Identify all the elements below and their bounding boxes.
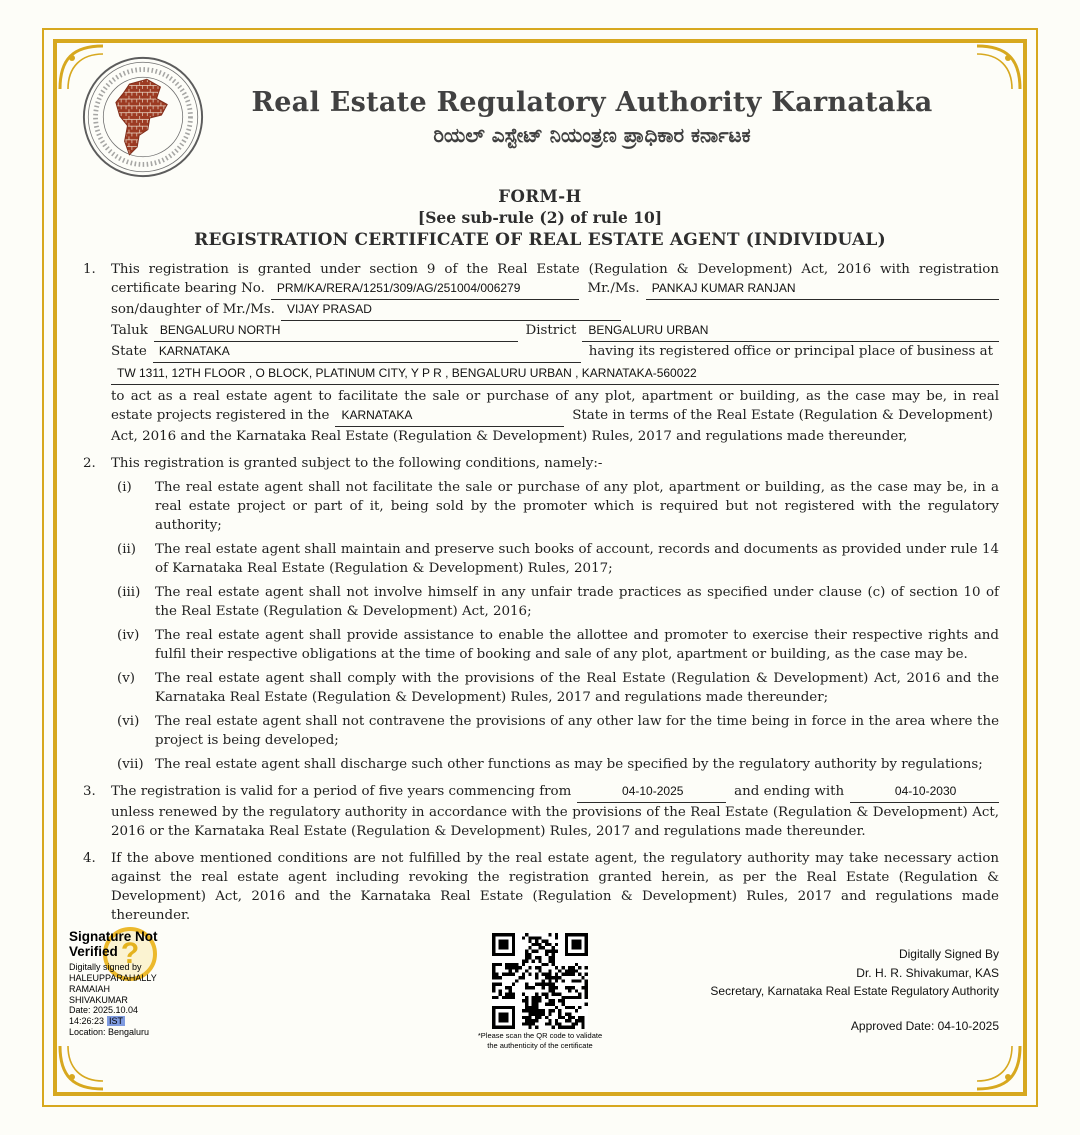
rera-karnataka-seal (81, 55, 205, 179)
conditions-list (111, 478, 999, 774)
clause-4 (81, 849, 999, 925)
clause-2-intro: This registration is granted subject to the following conditions, namely:- (111, 456, 603, 471)
condition-numeral: (v) (117, 671, 136, 686)
signature-detail-line: Digitally signed by (69, 962, 142, 973)
signature-detail-line: SHIVAKUMAR (69, 994, 128, 1005)
condition-numeral: (vii) (117, 757, 144, 772)
condition-text: The real estate agent shall maintain and preserve such books of account, records and documents as provided under rule 14 of Karnataka Real Estate (Regulation & Development) Rules, 2017; (155, 542, 999, 576)
certificate-body (81, 260, 999, 925)
clause-1-line-9: Act, 2016 and the Karnataka Real Estate (Regulation & Development) Rules, 2017 and regulations made thereunder, (111, 429, 908, 444)
qr-caption-line-2: the authenticity of the certificate (487, 1041, 593, 1051)
district-label: District (525, 323, 577, 338)
clause-1 (81, 260, 999, 446)
business-address-value: TW 1311, 12TH FLOOR , O BLOCK, PLATINUM CITY, Y P R , BENGALURU URBAN , KARNATAKA-560022 (111, 364, 999, 385)
registered-state-value: KARNATAKA (335, 406, 564, 427)
validity-to-label: and ending with (734, 784, 845, 799)
certificate-footer (69, 929, 999, 1055)
condition-text: The real estate agent shall comply with the provisions of the Real Estate (Regulation & Development) Act, 2016 and the Karnataka Real Estate (Regulation & Development) Rules, 2017 and regulations made thereunder; (155, 671, 999, 705)
form-number: FORM-H (498, 187, 582, 206)
registered-state-label: estate projects registered in the (111, 408, 330, 423)
condition-numeral: (iii) (117, 585, 141, 600)
condition-text: The real estate agent shall not involve himself in any unfair trade practices as specified under clause (c) of section 10 of the Real Estate (Regulation & Development) Act, 2016; (155, 585, 999, 619)
state-label: State (111, 344, 147, 359)
state-value: KARNATAKA (153, 342, 581, 363)
condition-text: The real estate agent shall not facilitate the sale or purchase of any plot, apartment or building, as the case may be, in a real estate project or part of it, being sold by the promoter which is required but not registered with the regulatory authority; (155, 480, 999, 533)
certificate-number-value: PRM/KA/RERA/1251/309/AG/251004/006279 (271, 279, 580, 300)
condition-item (111, 712, 999, 750)
valid-to-date: 04-10-2030 (850, 782, 999, 803)
condition-item (111, 755, 999, 774)
condition-item (111, 626, 999, 664)
condition-text: The real estate agent shall provide assistance to enable the allottee and promoter to exercise their respective rights and fulfil their respective obligations at the time of booking and sale of any plot, apartment or building, as the case may be. (155, 628, 999, 662)
karnataka-map-icon (116, 79, 167, 155)
qr-caption-line-1: *Please scan the QR code to validate (477, 1031, 603, 1040)
agent-name-label: Mr./Ms. (587, 281, 640, 296)
form-heading-block (81, 187, 999, 250)
signature-status-line-1: Signature Not (69, 929, 158, 944)
validity-from-label: The registration is valid for a period of five years commencing from (111, 784, 572, 799)
clause-3-number: 3. (83, 784, 96, 799)
condition-numeral: (ii) (117, 542, 137, 557)
clause-4-text: If the above mentioned conditions are not fulfilled by the real estate agent, the regulatory authority may take necessary action against the real estate agent including revoking the registration granted herein, as per the Real Estate (Regulation & Development) Act, 2016 and the Karnataka Real Estate (Regulation & Development) Rules, 2017 and regulations made thereunder. (111, 851, 999, 923)
qr-code (455, 933, 625, 1029)
authority-title-kannada: ರಿಯಲ್ ಎಸ್ಟೇಟ್ ನಿಯಂತ್ರಣ ಪ್ರಾಧಿಕಾರ ಕರ್ನಾಟಕ (433, 123, 751, 147)
signature-timezone: IST (109, 1016, 124, 1027)
signature-detail-lines (69, 962, 279, 1016)
condition-numeral: (iv) (117, 628, 140, 643)
condition-item (111, 669, 999, 707)
taluk-value: BENGALURU NORTH (154, 321, 518, 342)
condition-numeral: (vi) (117, 714, 140, 729)
certificate-header (81, 55, 999, 179)
clause-4-number: 4. (83, 851, 96, 866)
clause-1-number: 1. (83, 262, 96, 277)
condition-text: The real estate agent shall discharge such other functions as may be specified by the regulatory authority by regulations; (155, 757, 983, 772)
authority-titles (219, 87, 999, 147)
digital-signature-right-block (710, 945, 999, 1035)
condition-item (111, 540, 999, 578)
signature-detail-line: HALEUPPARAHALLY (69, 973, 157, 984)
signature-status-line-2: Verified (69, 944, 118, 960)
authority-title: Real Estate Regulatory Authority Karnataka (251, 87, 933, 118)
condition-numeral: (i) (117, 480, 132, 495)
digitally-signed-by-label: Digitally Signed By (898, 947, 999, 961)
condition-text: The real estate agent shall not contravene the provisions of any other law for the time being in force in the area where the project is being developed; (155, 714, 999, 748)
parent-name-value: VIJAY PRASAD (281, 300, 621, 321)
signatory-name: Dr. H. R. Shivakumar, KAS (856, 965, 999, 980)
condition-item (111, 478, 999, 535)
signature-time: 14:26:23 (69, 1016, 105, 1027)
digital-signature-left-block (69, 929, 279, 1038)
form-subrule: [See sub-rule (2) of rule 10] (417, 208, 663, 227)
signature-location: Location: Bengaluru (69, 1027, 150, 1037)
district-value: BENGALURU URBAN (582, 321, 999, 342)
agent-name-value: PANKAJ KUMAR RANJAN (646, 279, 999, 300)
clause-3 (81, 782, 999, 841)
clause-2-number: 2. (83, 456, 96, 471)
signature-detail-line: Date: 2025.10.04 (69, 1005, 139, 1016)
certificate-inner-border (53, 39, 1027, 1096)
office-label: having its registered office or principal place of business at (588, 344, 993, 359)
form-title: REGISTRATION CERTIFICATE OF REAL ESTATE AGENT (INDIVIDUAL) (194, 230, 886, 250)
qr-block (455, 933, 625, 1051)
condition-item (111, 583, 999, 621)
signatory-designation: Secretary, Karnataka Real Estate Regulatory Authority (710, 984, 999, 999)
taluk-label: Taluk (111, 323, 148, 338)
clause-1-line-7: to act as a real estate agent to facilitate the sale or purchase of any plot, apartment or building, as the case may be, in real (111, 389, 999, 404)
signature-time-line (69, 1016, 279, 1027)
certificate-outer-border (42, 28, 1038, 1107)
clause-1-line-8b: State in terms of the Real Estate (Regulation & Development) (572, 408, 993, 423)
approved-date: Approved Date: 04-10-2025 (850, 1018, 999, 1033)
signature-warning-seal-icon: ? (103, 927, 157, 981)
clause-1-line-1: This registration is granted under section 9 of the Real Estate (Regulation & Development) Act, 2016 with registration (111, 262, 999, 277)
certificate-number-label: certificate bearing No. (111, 281, 265, 296)
signature-detail-line: RAMAIAH (69, 983, 111, 994)
clause-3-text: unless renewed by the regulatory authority in accordance with the provisions of the Real Estate (Regulation & Development) Act, 2016 or the Karnataka Real Estate (Regulation & Development) Rules, 2017 and regulations made thereunder. (111, 805, 999, 839)
clause-2 (81, 454, 999, 774)
parent-name-label: son/daughter of Mr./Ms. (111, 302, 275, 317)
valid-from-date: 04-10-2025 (577, 782, 726, 803)
